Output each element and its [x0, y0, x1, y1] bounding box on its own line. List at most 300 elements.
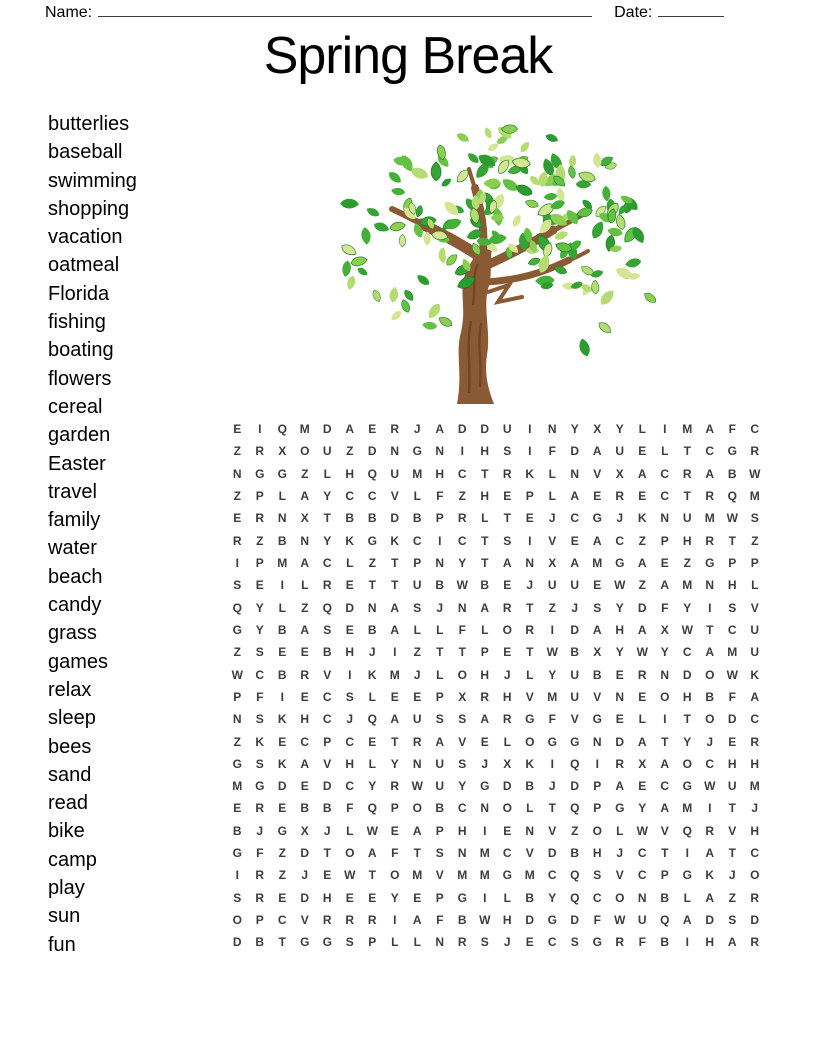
- grid-letter: J: [481, 756, 489, 771]
- grid-letter: B: [660, 935, 670, 950]
- grid-letter: A: [300, 556, 310, 571]
- grid-letter: G: [615, 556, 625, 571]
- grid-letter: C: [345, 779, 355, 794]
- grid-letter: V: [300, 913, 309, 928]
- grid-letter: W: [726, 667, 738, 682]
- grid-letter: S: [255, 645, 264, 660]
- grid-letter: I: [460, 444, 464, 459]
- grid-letter: D: [705, 913, 715, 928]
- grid-letter: K: [345, 533, 355, 548]
- grid-letter: P: [593, 801, 602, 816]
- grid-letter: J: [301, 868, 309, 883]
- grid-letter: R: [682, 466, 692, 481]
- grid-letter: Q: [367, 466, 377, 481]
- word-list-item: relax: [48, 678, 92, 701]
- grid-letter: A: [660, 756, 670, 771]
- grid-letter: C: [660, 779, 670, 794]
- grid-letter: E: [570, 533, 579, 548]
- grid-letter: A: [682, 913, 692, 928]
- grid-letter: U: [547, 578, 557, 593]
- grid-letter: F: [548, 444, 556, 459]
- grid-letter: V: [615, 868, 624, 883]
- grid-letter: J: [413, 422, 421, 437]
- grid-letter: S: [728, 913, 737, 928]
- grid-letter: W: [344, 868, 356, 883]
- grid-letter: Y: [323, 489, 332, 504]
- grid-letter: F: [256, 689, 264, 704]
- grid-letter: T: [368, 578, 376, 593]
- grid-letter: J: [526, 578, 534, 593]
- word-list-item: family: [48, 509, 101, 532]
- grid-letter: D: [232, 935, 242, 950]
- grid-letter: C: [345, 489, 355, 504]
- grid-letter: A: [637, 622, 647, 637]
- grid-letter: J: [706, 734, 714, 749]
- grid-letter: E: [413, 890, 422, 905]
- grid-letter: E: [368, 734, 377, 749]
- grid-letter: N: [615, 689, 625, 704]
- grid-letter: A: [637, 556, 647, 571]
- grid-letter: S: [728, 600, 737, 615]
- grid-letter: R: [615, 756, 625, 771]
- word-list-item: sleep: [48, 707, 96, 730]
- grid-letter: X: [548, 556, 557, 571]
- grid-letter: H: [345, 756, 355, 771]
- grid-letter: A: [705, 846, 715, 861]
- grid-letter: B: [592, 667, 602, 682]
- grid-letter: S: [458, 712, 467, 727]
- grid-letter: C: [682, 645, 692, 660]
- grid-letter: U: [570, 578, 580, 593]
- grid-letter: D: [615, 734, 625, 749]
- tree-illustration: [330, 92, 666, 408]
- grid-letter: F: [728, 422, 736, 437]
- grid-letter: J: [616, 846, 624, 861]
- grid-letter: L: [481, 622, 489, 637]
- page-title: Spring Break: [263, 27, 553, 85]
- grid-letter: J: [751, 801, 759, 816]
- grid-letter: C: [457, 466, 467, 481]
- grid-letter: T: [526, 645, 534, 660]
- grid-letter: D: [637, 600, 647, 615]
- grid-letter: T: [526, 600, 534, 615]
- grid-letter: T: [391, 556, 399, 571]
- grid-letter: G: [232, 846, 242, 861]
- grid-letter: X: [503, 756, 512, 771]
- grid-letter: E: [345, 890, 354, 905]
- grid-letter: E: [615, 712, 624, 727]
- grid-letter: U: [502, 422, 512, 437]
- grid-letter: Q: [682, 823, 692, 838]
- grid-letter: E: [390, 823, 399, 838]
- grid-letter: A: [660, 801, 670, 816]
- grid-letter: N: [570, 466, 580, 481]
- word-list-item: baseball: [48, 141, 123, 164]
- grid-letter: X: [660, 622, 669, 637]
- grid-letter: R: [255, 868, 265, 883]
- grid-letter: T: [683, 444, 691, 459]
- grid-letter: S: [233, 890, 242, 905]
- grid-letter: B: [277, 622, 287, 637]
- grid-letter: E: [323, 868, 332, 883]
- grid-letter: S: [345, 935, 354, 950]
- grid-letter: Z: [233, 489, 241, 504]
- grid-letter: D: [547, 846, 557, 861]
- grid-letter: N: [232, 712, 242, 727]
- grid-letter: Y: [255, 622, 264, 637]
- grid-letter: P: [255, 913, 264, 928]
- grid-letter: O: [390, 868, 400, 883]
- grid-letter: N: [480, 801, 490, 816]
- word-list-item: water: [48, 537, 97, 560]
- grid-letter: A: [502, 556, 512, 571]
- grid-letter: Y: [390, 890, 399, 905]
- grid-letter: B: [570, 846, 580, 861]
- grid-letter: R: [390, 422, 400, 437]
- grid-letter: E: [368, 890, 377, 905]
- grid-letter: S: [593, 600, 602, 615]
- grid-letter: H: [345, 645, 355, 660]
- grid-letter: W: [366, 823, 378, 838]
- grid-letter: H: [502, 913, 512, 928]
- grid-letter: A: [480, 600, 490, 615]
- grid-letter: V: [570, 712, 579, 727]
- grid-letter: B: [435, 801, 445, 816]
- grid-letter: N: [660, 511, 670, 526]
- grid-letter: W: [231, 667, 243, 682]
- grid-letter: G: [367, 533, 377, 548]
- word-list-item: sun: [48, 905, 81, 928]
- grid-letter: N: [367, 600, 377, 615]
- grid-letter: I: [595, 756, 599, 771]
- grid-letter: N: [525, 556, 535, 571]
- grid-letter: G: [502, 868, 512, 883]
- grid-letter: N: [435, 444, 445, 459]
- grid-letter: I: [528, 422, 532, 437]
- grid-letter: E: [593, 578, 602, 593]
- grid-letter: B: [435, 578, 445, 593]
- grid-letter: Q: [570, 868, 580, 883]
- grid-letter: A: [570, 556, 580, 571]
- grid-letter: P: [255, 489, 264, 504]
- grid-letter: U: [682, 511, 692, 526]
- grid-letter: T: [323, 846, 331, 861]
- grid-letter: B: [660, 890, 670, 905]
- grid-letter: Y: [638, 801, 647, 816]
- grid-letter: D: [480, 422, 490, 437]
- grid-letter: J: [346, 712, 354, 727]
- grid-letter: L: [548, 466, 556, 481]
- grid-letter: T: [728, 801, 736, 816]
- grid-letter: W: [681, 622, 693, 637]
- grid-letter: E: [278, 734, 287, 749]
- grid-letter: R: [367, 913, 377, 928]
- grid-letter: L: [301, 578, 309, 593]
- grid-letter: X: [300, 823, 309, 838]
- grid-letter: N: [637, 890, 647, 905]
- grid-letter: C: [705, 444, 715, 459]
- word-list-item: fishing: [48, 311, 106, 334]
- word-list-item: bike: [48, 820, 85, 843]
- grid-letter: B: [255, 935, 265, 950]
- grid-letter: H: [727, 756, 737, 771]
- grid-letter: W: [411, 779, 423, 794]
- grid-letter: L: [503, 890, 511, 905]
- grid-letter: S: [458, 756, 467, 771]
- grid-letter: E: [638, 779, 647, 794]
- grid-letter: A: [660, 578, 670, 593]
- grid-letter: R: [705, 533, 715, 548]
- grid-letter: A: [300, 489, 310, 504]
- grid-letter: S: [593, 868, 602, 883]
- grid-letter: M: [749, 489, 760, 504]
- grid-letter: M: [299, 422, 310, 437]
- grid-letter: I: [685, 846, 689, 861]
- grid-letter: B: [525, 779, 535, 794]
- word-list-item: grass: [48, 622, 97, 645]
- grid-letter: A: [300, 622, 310, 637]
- grid-letter: M: [592, 556, 603, 571]
- grid-letter: Y: [615, 600, 624, 615]
- grid-letter: I: [528, 444, 532, 459]
- grid-letter: W: [726, 511, 738, 526]
- grid-letter: D: [570, 622, 580, 637]
- grid-letter: Z: [278, 868, 286, 883]
- grid-letter: H: [727, 578, 737, 593]
- grid-letter: L: [436, 667, 444, 682]
- grid-letter: D: [750, 913, 760, 928]
- grid-letter: I: [663, 712, 667, 727]
- grid-letter: T: [706, 622, 714, 637]
- grid-letter: M: [479, 868, 490, 883]
- grid-letter: S: [413, 600, 422, 615]
- grid-letter: E: [615, 667, 624, 682]
- grid-letter: J: [256, 823, 264, 838]
- word-list: [48, 110, 137, 959]
- grid-letter: Q: [367, 801, 377, 816]
- grid-letter: R: [390, 779, 400, 794]
- grid-letter: G: [322, 935, 332, 950]
- grid-letter: Q: [322, 600, 332, 615]
- grid-letter: Z: [233, 734, 241, 749]
- grid-letter: C: [660, 466, 670, 481]
- grid-letter: A: [570, 489, 580, 504]
- grid-letter: Z: [683, 556, 691, 571]
- word-list-item: vacation: [48, 226, 123, 249]
- grid-letter: U: [750, 645, 760, 660]
- grid-letter: O: [502, 801, 512, 816]
- grid-letter: R: [457, 935, 467, 950]
- grid-letter: B: [322, 801, 332, 816]
- grid-letter: B: [277, 667, 287, 682]
- grid-letter: P: [525, 489, 534, 504]
- grid-letter: E: [278, 645, 287, 660]
- grid-letter: E: [278, 801, 287, 816]
- grid-letter: E: [233, 422, 242, 437]
- grid-letter: U: [570, 667, 580, 682]
- grid-letter: P: [660, 533, 669, 548]
- grid-letter: K: [525, 466, 535, 481]
- grid-letter: B: [300, 801, 310, 816]
- grid-letter: N: [457, 846, 467, 861]
- grid-letter: O: [300, 444, 310, 459]
- grid-letter: F: [391, 846, 399, 861]
- grid-letter: U: [412, 712, 422, 727]
- grid-letter: J: [548, 779, 556, 794]
- grid-letter: B: [322, 645, 332, 660]
- grid-letter: C: [660, 489, 670, 504]
- grid-letter: L: [278, 600, 286, 615]
- grid-letter: L: [368, 689, 376, 704]
- grid-letter: L: [346, 823, 354, 838]
- grid-letter: L: [638, 422, 646, 437]
- grid-letter: G: [277, 823, 287, 838]
- grid-letter: C: [457, 533, 467, 548]
- grid-letter: R: [750, 935, 760, 950]
- grid-letter: D: [727, 712, 737, 727]
- grid-letter: V: [548, 533, 557, 548]
- grid-letter: Q: [570, 890, 580, 905]
- grid-letter: M: [412, 466, 423, 481]
- grid-letter: C: [255, 667, 265, 682]
- grid-letter: K: [367, 667, 377, 682]
- grid-letter: C: [367, 489, 377, 504]
- grid-letter: R: [525, 622, 535, 637]
- grid-letter: G: [682, 779, 692, 794]
- grid-letter: F: [436, 913, 444, 928]
- grid-letter: P: [255, 556, 264, 571]
- grid-letter: T: [548, 801, 556, 816]
- grid-letter: P: [323, 734, 332, 749]
- grid-letter: E: [525, 935, 534, 950]
- grid-letter: K: [390, 533, 400, 548]
- grid-letter: S: [503, 444, 512, 459]
- grid-letter: L: [413, 935, 421, 950]
- grid-letter: Z: [751, 533, 759, 548]
- grid-letter: R: [255, 511, 265, 526]
- grid-letter: K: [525, 756, 535, 771]
- grid-letter: A: [480, 712, 490, 727]
- word-list-item: read: [48, 792, 89, 815]
- grid-letter: D: [322, 422, 332, 437]
- grid-letter: C: [547, 868, 557, 883]
- grid-letter: O: [705, 712, 715, 727]
- grid-letter: Y: [458, 779, 467, 794]
- grid-letter: W: [614, 578, 626, 593]
- grid-letter: Z: [458, 489, 466, 504]
- grid-letter: D: [367, 444, 377, 459]
- word-list-item: butterlies: [48, 113, 130, 135]
- grid-letter: C: [637, 868, 647, 883]
- grid-letter: E: [660, 556, 669, 571]
- grid-letter: C: [727, 622, 737, 637]
- grid-letter: V: [458, 734, 467, 749]
- grid-letter: P: [435, 823, 444, 838]
- grid-letter: H: [480, 444, 490, 459]
- grid-letter: V: [390, 489, 399, 504]
- grid-letter: E: [525, 511, 534, 526]
- grid-letter: Y: [323, 533, 332, 548]
- grid-letter: X: [278, 444, 287, 459]
- grid-letter: U: [390, 466, 400, 481]
- grid-letter: N: [457, 600, 467, 615]
- grid-letter: A: [412, 823, 422, 838]
- grid-letter: I: [685, 935, 689, 950]
- grid-letter: L: [278, 489, 286, 504]
- grid-letter: C: [750, 846, 760, 861]
- grid-letter: X: [300, 511, 309, 526]
- grid-letter: I: [483, 890, 487, 905]
- grid-letter: A: [390, 622, 400, 637]
- grid-letter: D: [345, 600, 355, 615]
- word-list-item: oatmeal: [48, 254, 120, 277]
- grid-letter: T: [728, 533, 736, 548]
- grid-letter: U: [412, 578, 422, 593]
- grid-letter: I: [438, 533, 442, 548]
- grid-letter: O: [660, 689, 670, 704]
- grid-letter: C: [750, 712, 760, 727]
- grid-letter: W: [749, 466, 761, 481]
- grid-letter: M: [412, 868, 423, 883]
- grid-letter: I: [708, 600, 712, 615]
- grid-letter: E: [503, 645, 512, 660]
- grid-letter: Y: [615, 645, 624, 660]
- grid-letter: P: [390, 801, 399, 816]
- grid-letter: P: [660, 868, 669, 883]
- grid-letter: L: [391, 935, 399, 950]
- word-list-item: camp: [48, 848, 97, 871]
- grid-letter: L: [481, 511, 489, 526]
- word-list-item: cereal: [48, 395, 103, 418]
- grid-letter: U: [615, 444, 625, 459]
- grid-letter: A: [637, 734, 647, 749]
- grid-letter: C: [592, 890, 602, 905]
- grid-letter: M: [704, 511, 715, 526]
- grid-letter: T: [436, 645, 444, 660]
- grid-letter: P: [435, 689, 444, 704]
- grid-letter: V: [750, 600, 759, 615]
- grid-letter: Z: [278, 846, 286, 861]
- grid-letter: U: [727, 779, 737, 794]
- grid-letter: Q: [570, 801, 580, 816]
- grid-letter: G: [705, 556, 715, 571]
- grid-letter: F: [436, 489, 444, 504]
- grid-letter: R: [255, 444, 265, 459]
- grid-letter: G: [525, 712, 535, 727]
- grid-letter: L: [638, 712, 646, 727]
- grid-letter: A: [705, 466, 715, 481]
- grid-letter: M: [232, 779, 243, 794]
- grid-letter: N: [592, 734, 602, 749]
- grid-letter: D: [300, 890, 310, 905]
- grid-letter: G: [592, 511, 602, 526]
- grid-letter: M: [524, 868, 535, 883]
- word-list-item: Florida: [48, 282, 110, 305]
- grid-letter: D: [570, 913, 580, 928]
- grid-letter: E: [368, 422, 377, 437]
- grid-letter: P: [480, 645, 489, 660]
- grid-letter: T: [481, 466, 489, 481]
- word-list-item: bees: [48, 735, 92, 758]
- grid-letter: W: [636, 823, 648, 838]
- grid-letter: O: [457, 667, 467, 682]
- grid-letter: V: [548, 823, 557, 838]
- grid-letter: R: [255, 801, 265, 816]
- word-list-item: fun: [48, 933, 76, 956]
- grid-letter: D: [525, 913, 535, 928]
- grid-letter: Q: [367, 712, 377, 727]
- word-list-item: play: [48, 877, 85, 900]
